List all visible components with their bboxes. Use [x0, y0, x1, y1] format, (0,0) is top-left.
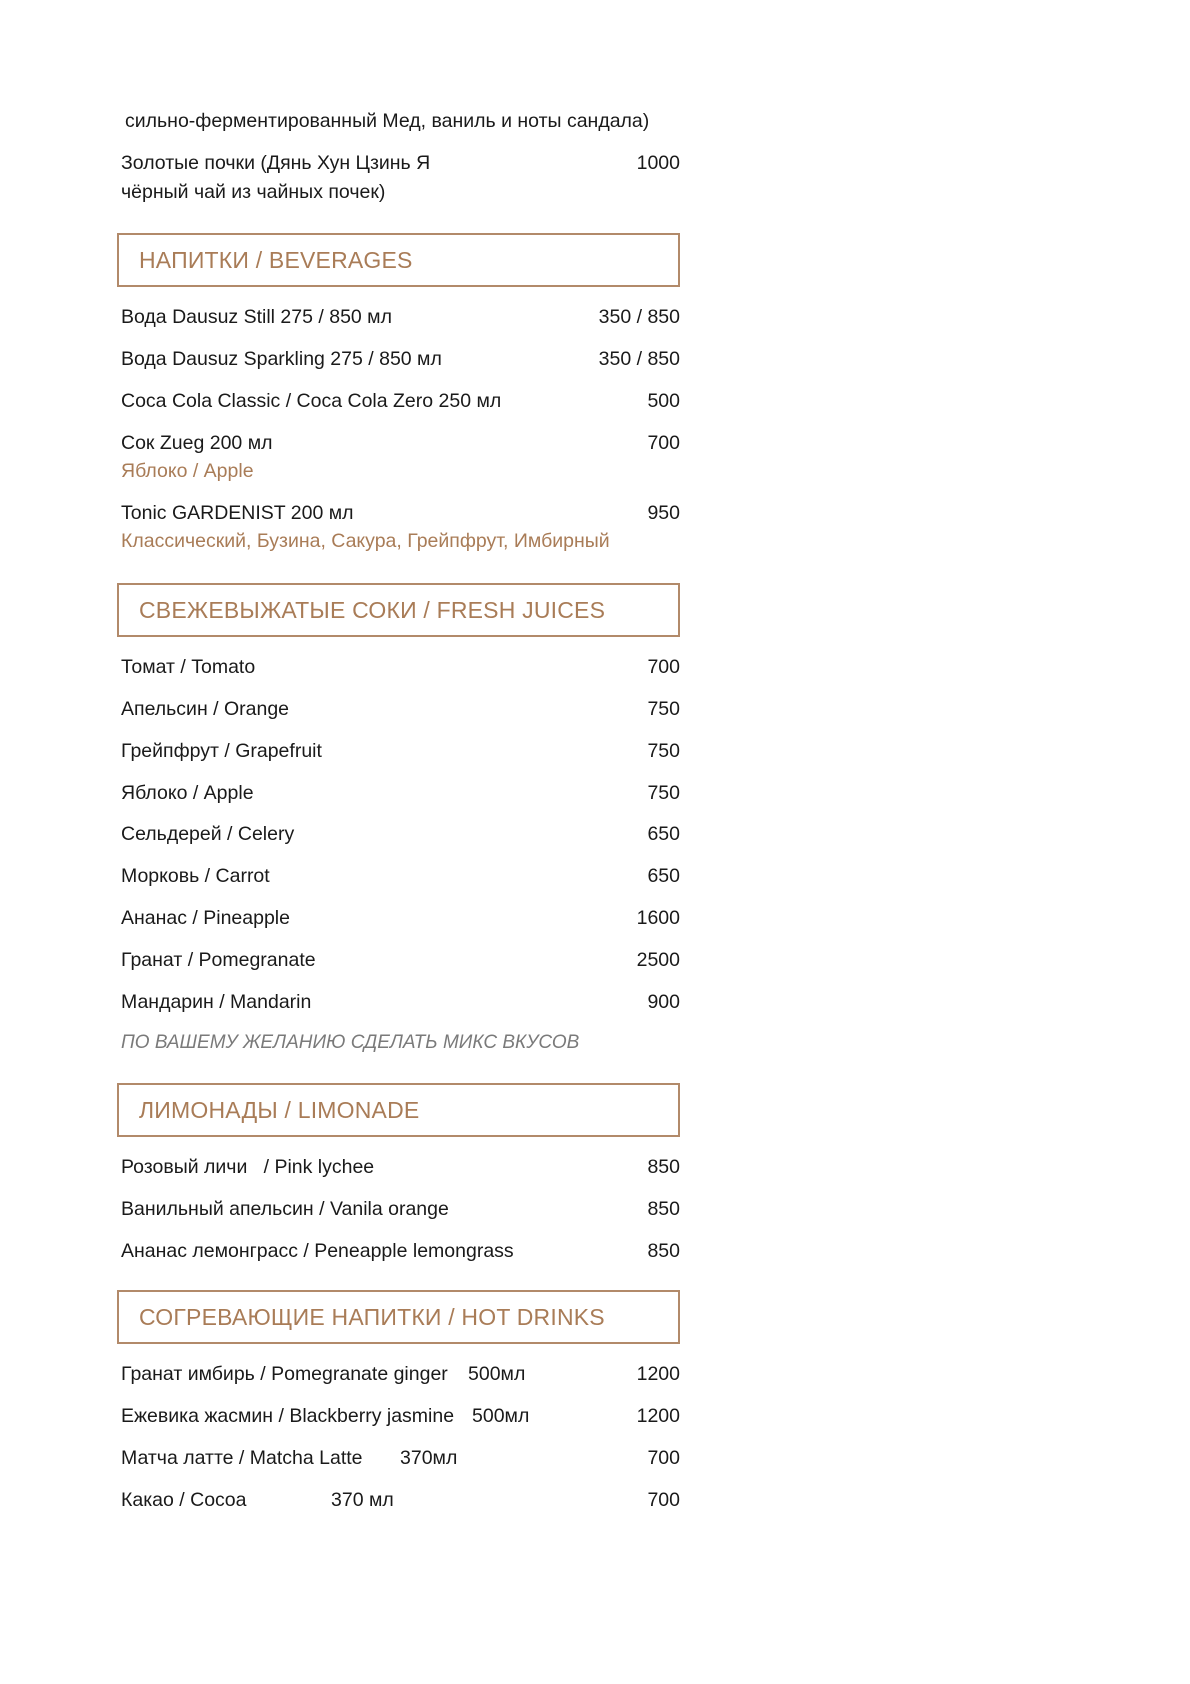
item-name: Мандарин / Mandarin [121, 991, 312, 1013]
item-price: 1200 [636, 1405, 680, 1427]
item-price: 500 [647, 390, 680, 412]
item-name: Ежевика жасмин / Blackberry jasmine [121, 1405, 455, 1427]
item-price: 700 [647, 1447, 680, 1469]
item-price: 1600 [636, 907, 680, 929]
item-price: 750 [647, 698, 680, 720]
item-name: Гранат / Pomegranate [121, 949, 316, 971]
section-header-fresh-juices [117, 583, 680, 637]
section-title: СОГРЕВАЮЩИЕ НАПИТКИ / HOT DRINKS [139, 1304, 605, 1330]
item-price: 350 / 850 [598, 306, 680, 328]
item-name: Морковь / Carrot [121, 865, 270, 887]
item-price: 1000 [636, 152, 680, 174]
item-price: 750 [647, 740, 680, 762]
item-name: Яблоко / Apple [121, 782, 254, 804]
item-name: Матча латте / Matcha Latte [121, 1447, 363, 1469]
item-name: Апельсин / Orange [121, 698, 290, 720]
section-header-hot-drinks [117, 1290, 680, 1344]
item-price: 750 [647, 782, 680, 804]
section-header-beverages [117, 233, 680, 287]
item-price: 900 [647, 991, 680, 1013]
item-name: Ванильный апельсин / Vanila orange [121, 1198, 449, 1220]
item-name: Розовый личи / Pink lychee [121, 1156, 375, 1178]
section-title: СВЕЖЕВЫЖАТЫЕ СОКИ / FRESH JUICES [139, 597, 606, 623]
section-title: ЛИМОНАДЫ / LIMONADE [139, 1097, 420, 1123]
item-name: Ананас / Pineapple [121, 907, 290, 929]
item-price: 650 [647, 865, 680, 887]
item-name-continued: чёрный чай из чайных почек) [121, 181, 386, 203]
item-subtitle: Классический, Бузина, Сакура, Грейпфрут, Имбирный [121, 530, 610, 552]
item-name: Ананас лемонграсс / Peneapple lemongrass [121, 1240, 514, 1262]
item-price: 850 [647, 1198, 680, 1220]
item-subtitle: Яблоко / Apple [121, 460, 254, 482]
item-price: 700 [647, 1489, 680, 1511]
item-volume: 370мл [400, 1447, 458, 1469]
section-title: НАПИТКИ / BEVERAGES [139, 247, 413, 273]
item-price: 650 [647, 823, 680, 845]
item-price: 2500 [636, 949, 680, 971]
item-volume: 370 мл [331, 1489, 394, 1511]
item-price: 700 [647, 432, 680, 454]
item-name: Сельдерей / Celery [121, 823, 295, 845]
item-name: Tonic GARDENIST 200 мл [121, 502, 354, 524]
item-name: Вода Dausuz Still 275 / 850 мл [121, 306, 392, 328]
item-price: 850 [647, 1240, 680, 1262]
item-price: 850 [647, 1156, 680, 1178]
item-price: 950 [647, 502, 680, 524]
description-continuation: сильно-ферментированный Мед, ваниль и ноты сандала) [125, 110, 650, 132]
item-name: Coca Cola Classic / Coca Cola Zero 250 мл [121, 390, 502, 412]
item-name: Сок Zueg 200 мл [121, 432, 273, 454]
mix-note: ПО ВАШЕМУ ЖЕЛАНИЮ СДЕЛАТЬ МИКС ВКУСОВ [121, 1032, 580, 1053]
item-volume: 500мл [468, 1363, 526, 1385]
item-price: 700 [647, 656, 680, 678]
item-name: Вода Dausuz Sparkling 275 / 850 мл [121, 348, 442, 370]
item-name: Гранат имбирь / Pomegranate ginger [121, 1363, 448, 1385]
item-price: 1200 [636, 1363, 680, 1385]
item-name: Какао / Cocoa [121, 1489, 247, 1511]
item-name: Золотые почки (Дянь Хун Цзинь Я [121, 152, 431, 174]
item-name: Томат / Tomato [121, 656, 256, 678]
item-price: 350 / 850 [598, 348, 680, 370]
section-header-limonade [117, 1083, 680, 1137]
item-volume: 500мл [472, 1405, 530, 1427]
item-name: Грейпфрут / Grapefruit [121, 740, 322, 762]
